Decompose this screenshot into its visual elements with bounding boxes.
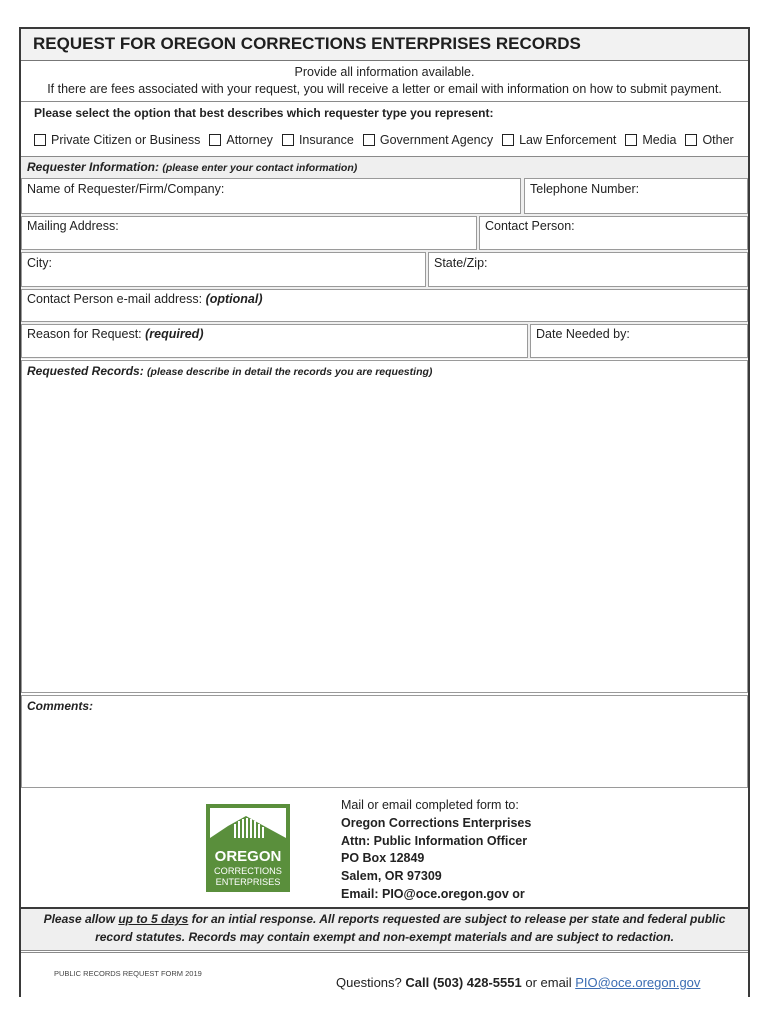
email-label-text: Contact Person e-mail address: <box>27 292 203 306</box>
option-label: Government Agency <box>379 133 494 147</box>
comments-heading: Comments: <box>27 699 94 713</box>
oce-logo-graphic <box>206 804 290 892</box>
option-label: Law Enforcement <box>519 133 617 147</box>
option-attorney[interactable] <box>209 133 273 147</box>
date-needed-label: Date Needed by: <box>536 327 630 341</box>
option-media[interactable] <box>625 133 676 147</box>
intro-text <box>21 64 748 98</box>
heading-text: Requested Records: <box>27 364 144 378</box>
mail-box: PO Box 12849 <box>341 851 425 866</box>
name-label: Name of Requester/Firm/Company: <box>27 182 225 196</box>
option-private-citizen[interactable] <box>34 133 200 147</box>
phone-number: Call (503) 428-5551 <box>405 975 522 990</box>
requester-type-options <box>34 131 734 149</box>
logo-text-3: ENTERPRISES <box>215 877 281 887</box>
telephone-label: Telephone Number: <box>530 182 640 196</box>
heading-text: Requester Information: <box>27 160 160 174</box>
option-insurance[interactable] <box>282 133 354 147</box>
state-zip-label: State/Zip: <box>434 256 488 270</box>
checkbox[interactable] <box>502 134 514 146</box>
city-label: City: <box>27 256 52 270</box>
reason-label-text: Reason for Request: <box>27 327 142 341</box>
logo-text-1: OREGON <box>214 848 282 865</box>
city-field[interactable] <box>21 252 426 287</box>
requester-type-prompt: Please select the option that best describes which requester type you represent: <box>34 106 494 120</box>
checkbox[interactable] <box>625 134 637 146</box>
questions-label: Questions? <box>336 975 406 990</box>
requested-records-area[interactable] <box>21 360 748 693</box>
contact-person-label: Contact Person: <box>485 219 575 233</box>
heading-note: (please describe in detail the records you are requesting) <box>147 366 433 378</box>
mail-email: Email: PIO@oce.oregon.gov or <box>341 886 525 901</box>
requester-info-heading <box>27 160 357 174</box>
divider <box>21 952 748 953</box>
option-label: Attorney <box>226 133 273 147</box>
questions-line <box>336 975 700 990</box>
email-note: (optional) <box>205 292 263 306</box>
title-bar <box>21 27 748 61</box>
option-label: Insurance <box>298 133 354 147</box>
option-label: Private Citizen or Business <box>51 133 201 147</box>
heading-note: (please enter your contact information) <box>162 162 358 174</box>
or-email-text: or email <box>521 975 576 990</box>
comments-area[interactable] <box>21 695 748 788</box>
checkbox[interactable] <box>34 134 46 146</box>
mail-intro: Mail or email completed form to: <box>341 798 519 812</box>
checkbox[interactable] <box>363 134 375 146</box>
checkbox[interactable] <box>209 134 221 146</box>
notice-part-1: Please allow <box>43 912 119 926</box>
notice-underlined: up to 5 days <box>118 912 189 926</box>
option-other[interactable] <box>685 133 733 147</box>
reason-note: (required) <box>145 327 204 341</box>
email-link[interactable]: PIO@oce.oregon.gov <box>575 975 701 990</box>
option-law-enforcement[interactable] <box>502 133 616 147</box>
oce-logo <box>206 804 290 892</box>
mailing-info <box>341 797 531 904</box>
notice-line-1 <box>21 910 748 928</box>
option-government-agency[interactable] <box>363 133 493 147</box>
mail-city: Salem, OR 97309 <box>341 869 442 884</box>
divider <box>21 101 748 102</box>
checkbox[interactable] <box>282 134 294 146</box>
notice-part-2: for an intial response. All reports requested are subject to release per state and federal public <box>188 912 726 926</box>
form-id: PUBLIC RECORDS REQUEST FORM 2019 <box>54 969 202 978</box>
intro-line-2: If there are fees associated with your request, you will receive a letter or email with information on how to submit payment. <box>47 82 722 96</box>
mail-org: Oregon Corrections Enterprises <box>341 815 532 830</box>
form-title: REQUEST FOR OREGON CORRECTIONS ENTERPRISES RECORDS <box>33 34 581 53</box>
requested-records-heading <box>27 364 432 378</box>
mailing-address-label: Mailing Address: <box>27 219 119 233</box>
email-label <box>27 292 263 306</box>
notice-text <box>21 910 748 946</box>
intro-line-1: Provide all information available. <box>294 65 475 79</box>
mail-attn: Attn: Public Information Officer <box>341 833 528 848</box>
notice-line-2: record statutes. Records may contain exempt and non-exempt materials and are subject to redaction. <box>95 930 674 944</box>
option-label: Other <box>702 133 734 147</box>
logo-text-2: CORRECTIONS <box>214 866 282 876</box>
option-label: Media <box>642 133 677 147</box>
checkbox[interactable] <box>685 134 697 146</box>
reason-label <box>27 327 203 341</box>
